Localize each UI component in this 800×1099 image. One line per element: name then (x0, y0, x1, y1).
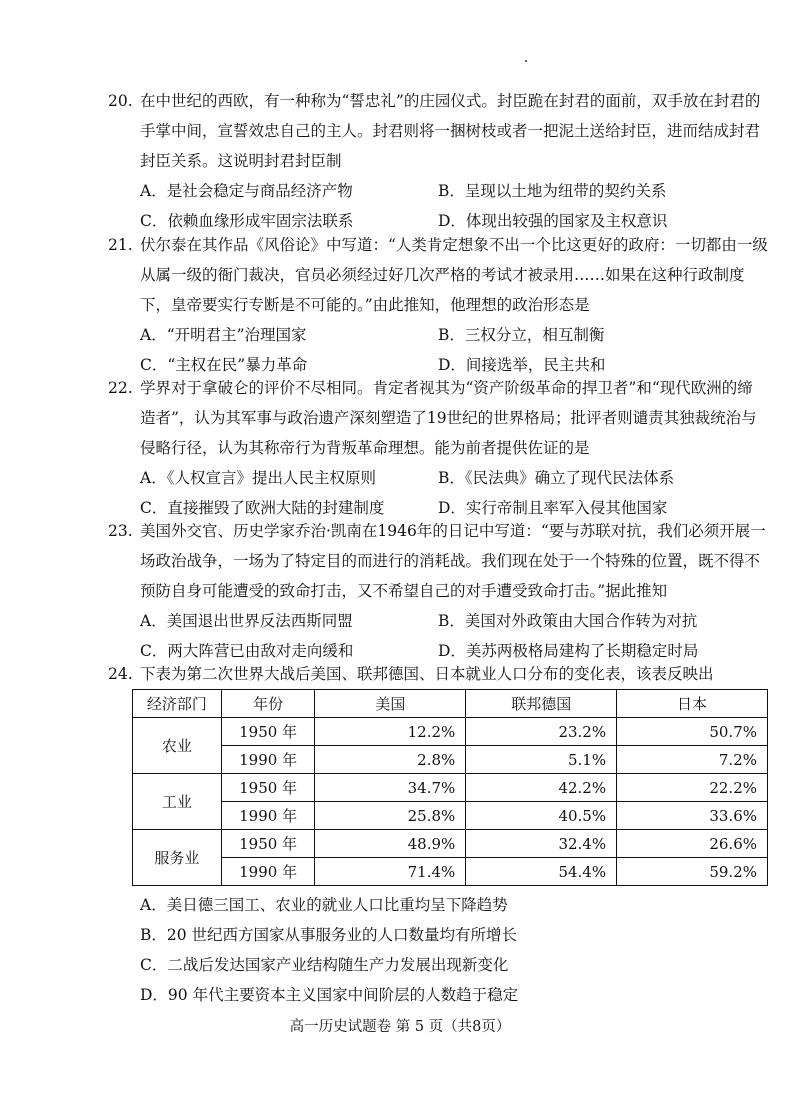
sector-cell: 服务业 (133, 830, 222, 886)
header-cell: 经济部门 (133, 690, 222, 718)
option-c[interactable]: C．两大阵营已由敌对走向缓和 (140, 642, 354, 660)
year-cell: 1990 年 (221, 858, 315, 886)
question-number: 23. (108, 522, 133, 540)
option-c[interactable]: C．二战后发达国家产业结构随生产力发展出现新变化 (140, 956, 509, 974)
question-stem: 学界对于拿破仑的评价不尽相同。肯定者视其为“资产阶级革命的捍卫者”和“现代欧洲的缔造者”，认为其军事与政治遗产深刻塑造了19世纪的世界格局；批评者则谴责其独裁统治与侵略行径，认为其称帝行为背叛革命理想。能为前者提供佐证的是 (140, 379, 757, 457)
table-row (133, 774, 768, 802)
table-row (133, 830, 768, 858)
page-footer: 高一历史试题卷 第 5 页（共8页） (289, 1019, 511, 1035)
value-cell: 22.2% (617, 774, 768, 802)
value-cell: 59.2% (617, 858, 768, 886)
year-cell: 1950 年 (221, 718, 315, 746)
year-cell: 1990 年 (221, 802, 315, 830)
question-number: 20. (108, 92, 133, 110)
option-d[interactable]: D．美苏两极格局建构了长期稳定时局 (438, 642, 699, 660)
value-cell: 54.4% (466, 858, 617, 886)
question-number: 22. (108, 379, 133, 397)
value-cell: 71.4% (315, 858, 466, 886)
option-b[interactable]: B．呈现以土地为纽带的契约关系 (438, 182, 667, 200)
value-cell: 48.9% (315, 830, 466, 858)
value-cell: 34.7% (315, 774, 466, 802)
value-cell: 50.7% (617, 718, 768, 746)
question-21 (108, 230, 768, 380)
option-c[interactable]: C．依赖血缘形成牢固宗法联系 (140, 212, 354, 230)
sector-cell: 农业 (133, 718, 222, 774)
value-cell: 23.2% (466, 718, 617, 746)
header-cell: 美国 (315, 690, 466, 718)
value-cell: 5.1% (466, 746, 617, 774)
table-header-row (133, 690, 768, 718)
option-d[interactable]: D．90 年代主要资本主义国家中间阶层的人数趋于稳定 (140, 986, 519, 1004)
question-23 (108, 516, 768, 666)
question-stem: 伏尔泰在其作品《风俗论》中写道：“人类肯定想象不出一个比这更好的政府：一切都由一级从属一级的衙门裁决，官员必须经过好几次严格的考试才被录用……如果在这种行政制度下，皇帝要实行专断是不可能的。”由此推知，他理想的政治形态是 (140, 236, 768, 314)
table-row (133, 858, 768, 886)
employment-table (132, 689, 768, 886)
question-stem: 下表为第二次世界大战后美国、联邦德国、日本就业人口分布的变化表，该表反映出 (140, 665, 714, 683)
option-a[interactable]: A．美日德三国工、农业的就业人口比重均呈下降趋势 (140, 896, 508, 914)
value-cell: 7.2% (617, 746, 768, 774)
option-a[interactable]: A．美国退出世界反法西斯同盟 (140, 612, 353, 630)
question-number: 24. (108, 665, 133, 683)
value-cell: 33.6% (617, 802, 768, 830)
question-number: 21. (108, 236, 133, 254)
value-cell: 32.4% (466, 830, 617, 858)
question-stem: 美国外交官、历史学家乔治·凯南在1946年的日记中写道：“要与苏联对抗，我们必须开展一场政治战争，一场为了特定目的而进行的消耗战。我们现在处于一个特殊的位置，既不得不预防自身可能遭受的致命打击，又不希望自己的对手遭受致命打击。”据此推知 (140, 522, 766, 600)
table-row (133, 746, 768, 774)
value-cell: 40.5% (466, 802, 617, 830)
option-b[interactable]: B．《民法典》确立了现代民法体系 (438, 469, 675, 487)
question-22 (108, 373, 768, 523)
option-a[interactable]: A．《人权宣言》提出人民主权原则 (140, 469, 376, 487)
table-row (133, 718, 768, 746)
value-cell: 25.8% (315, 802, 466, 830)
sector-cell: 工业 (133, 774, 222, 830)
option-d[interactable]: D．实行帝制且率军入侵其他国家 (438, 499, 668, 517)
option-b[interactable]: B．20 世纪西方国家从事服务业的人口数量均有所增长 (140, 926, 518, 944)
option-c[interactable]: C．“主权在民”暴力革命 (140, 356, 308, 374)
value-cell: 2.8% (315, 746, 466, 774)
year-cell: 1950 年 (221, 830, 315, 858)
option-a[interactable]: A．“开明君主”治理国家 (140, 326, 307, 344)
question-stem: 在中世纪的西欧，有一种称为“誓忠礼”的庄园仪式。封臣跪在封君的面前，双手放在封君的手掌中间，宣誓效忠自己的主人。封君则将一捆树枝或者一把泥土送给封臣，进而结成封君封臣关系。这说明封君封臣制 (140, 92, 761, 170)
value-cell: 42.2% (466, 774, 617, 802)
option-c[interactable]: C．直接摧毁了欧洲大陆的封建制度 (140, 499, 385, 517)
option-a[interactable]: A．是社会稳定与商品经济产物 (140, 182, 353, 200)
table-row (133, 802, 768, 830)
value-cell: 26.6% (617, 830, 768, 858)
header-cell: 日本 (617, 690, 768, 718)
option-b[interactable]: B．美国对外政策由大国合作转为对抗 (438, 612, 698, 630)
speck (525, 60, 527, 62)
question-20 (108, 86, 768, 236)
header-cell: 联邦德国 (466, 690, 617, 718)
value-cell: 12.2% (315, 718, 466, 746)
question-24 (108, 659, 768, 1010)
year-cell: 1990 年 (221, 746, 315, 774)
year-cell: 1950 年 (221, 774, 315, 802)
option-d[interactable]: D．体现出较强的国家及主权意识 (438, 212, 668, 230)
header-cell: 年份 (221, 690, 315, 718)
option-d[interactable]: D．间接选举，民主共和 (438, 356, 606, 374)
option-b[interactable]: B．三权分立，相互制衡 (438, 326, 605, 344)
